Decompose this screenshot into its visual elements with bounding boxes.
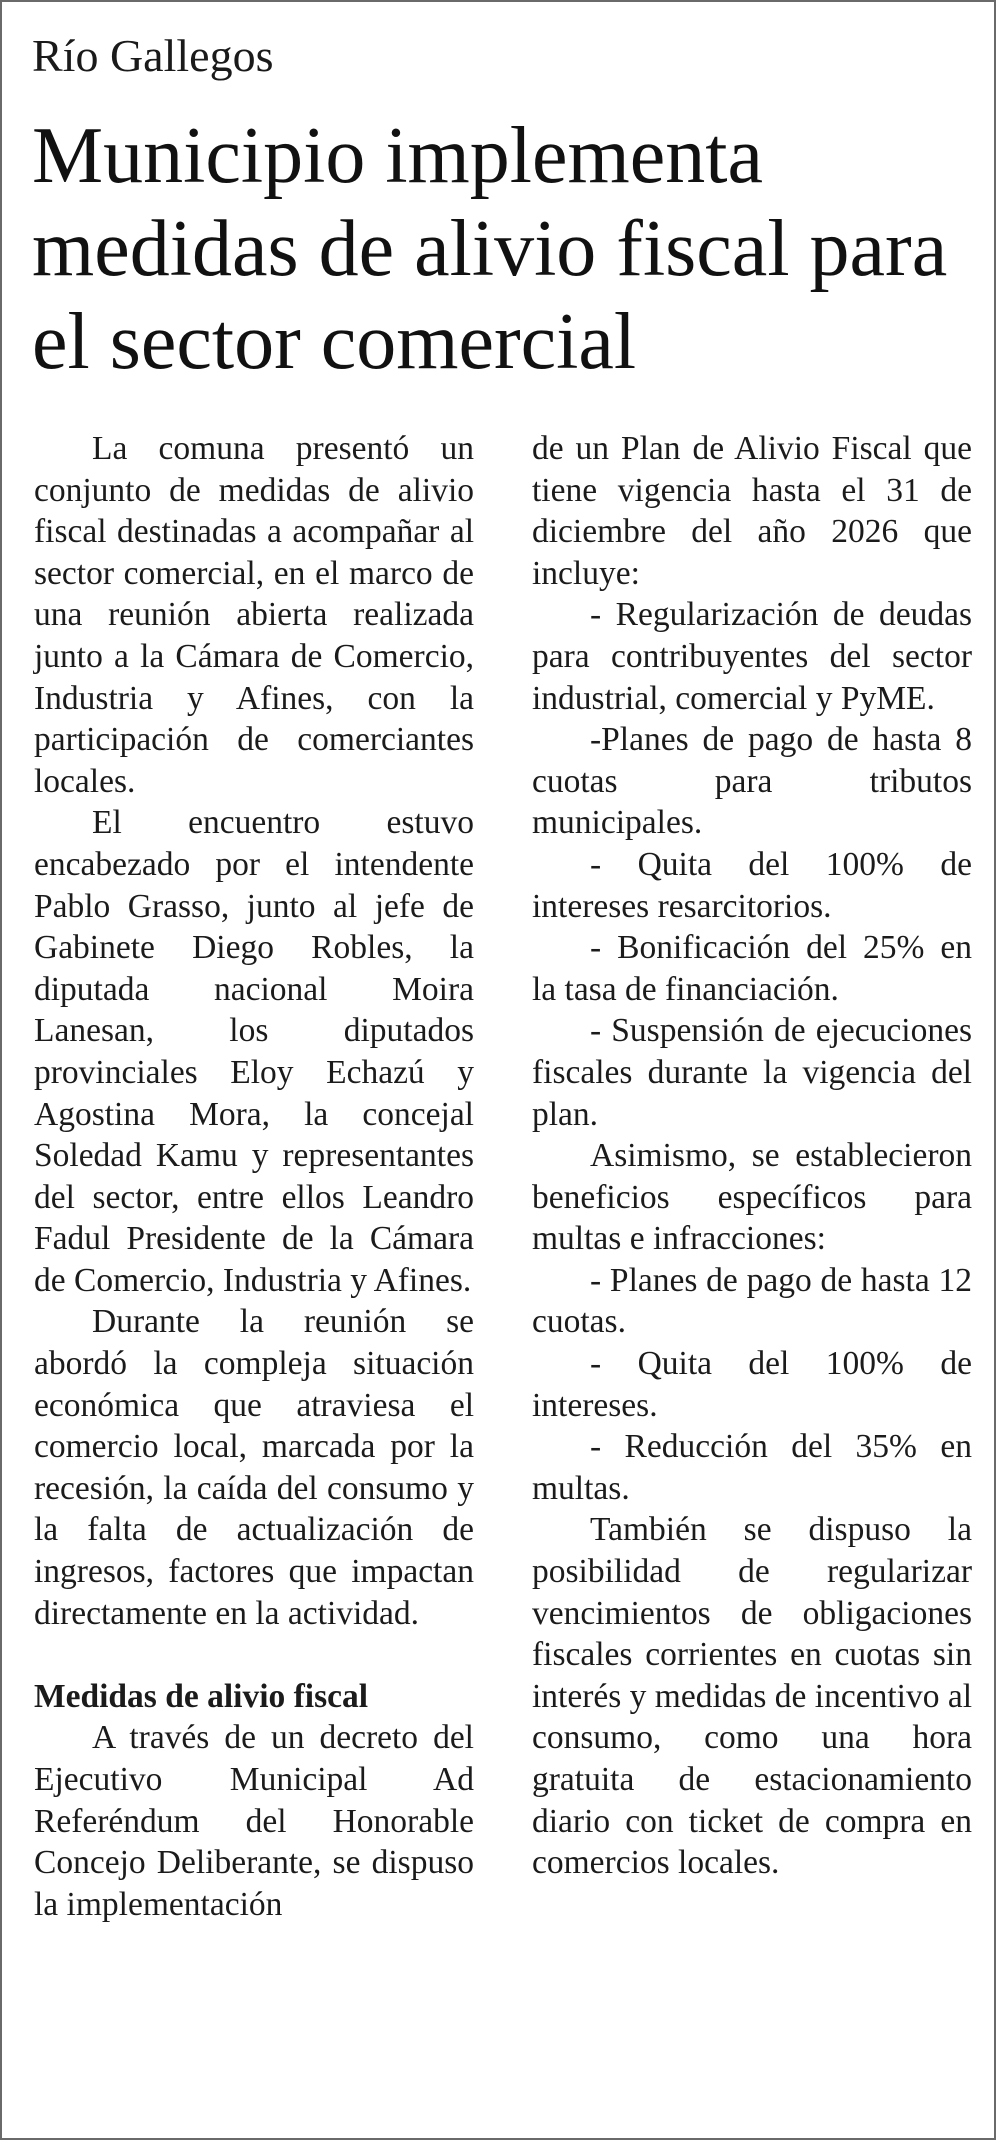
paragraph-decree-continued: de un Plan de Alivio Fiscal que tiene vigencia hasta el 31 de diciembre del año 2026 que incluye: bbox=[532, 430, 972, 592]
list-item: - Reducción del 35% en multas. bbox=[532, 1428, 972, 1507]
list-item: - Suspensión de ejecuciones fiscales durante la vigencia del plan. bbox=[532, 1012, 972, 1133]
paragraph-attendees: El encuentro estuvo encabezado por el intendente Pablo Grasso, junto al jefe de Gabinete Diego Robles, la diputada nacional Moira Lanesan, los diputados provinciales Eloy Echazú y Agostina Mora, la concejal Soledad Kamu y representantes del sector, entre ellos Leandro Fadul Presidente de la Cámara de Comercio, Industria y Afines. bbox=[34, 804, 474, 1299]
subheading: Medidas de alivio fiscal bbox=[34, 1677, 369, 1715]
paragraph-fines: Asimismo, se establecieron beneficios específicos para multas e infracciones: bbox=[532, 1137, 972, 1258]
paragraph-situation: Durante la reunión se abordó la compleja situación económica que atraviesa el comercio local, marcada por la recesión, la caída del consumo y la falta de actualización de ingresos, factores que impactan directamente en la actividad. bbox=[34, 1303, 474, 1632]
list-item: - Quita del 100% de intereses. bbox=[532, 1345, 972, 1424]
list-item: - Quita del 100% de intereses resarcitorios. bbox=[532, 845, 972, 925]
list-item: - Regularización de deudas para contribuyentes del sector industrial, comercial y PyME. bbox=[532, 596, 972, 717]
right-column bbox=[532, 428, 972, 1884]
paragraph-intro: La comuna presentó un conjunto de medidas de alivio fiscal destinadas a acompañar al sector comercial, en el marco de una reunión abierta realizada junto a la Cámara de Comercio, Industria y Afines, con la participación de comerciantes locales. bbox=[34, 430, 474, 800]
section-label: Río Gallegos bbox=[32, 30, 274, 81]
paragraph-decree: A través de un decreto del Ejecutivo Municipal Ad Referéndum del Honorable Concejo Deliberante, se dispuso la implementación bbox=[34, 1719, 474, 1923]
list-item: -Planes de pago de hasta 8 cuotas para tributos municipales. bbox=[532, 721, 972, 842]
headline: Municipio implementa medidas de alivio fiscal para el sector comercial bbox=[32, 112, 948, 386]
list-item: - Planes de pago de hasta 12 cuotas. bbox=[532, 1261, 972, 1341]
list-item: - Bonificación del 25% en la tasa de financiación. bbox=[532, 929, 972, 1008]
paragraph-closing: También se dispuso la posibilidad de regularizar vencimientos de obligaciones fiscales corrientes en cuotas sin interés y medidas de incentivo al consumo, como una hora gratuita de estacionamiento diario con ticket de compra en comercios locales. bbox=[532, 1511, 973, 1882]
left-column bbox=[34, 428, 474, 1925]
